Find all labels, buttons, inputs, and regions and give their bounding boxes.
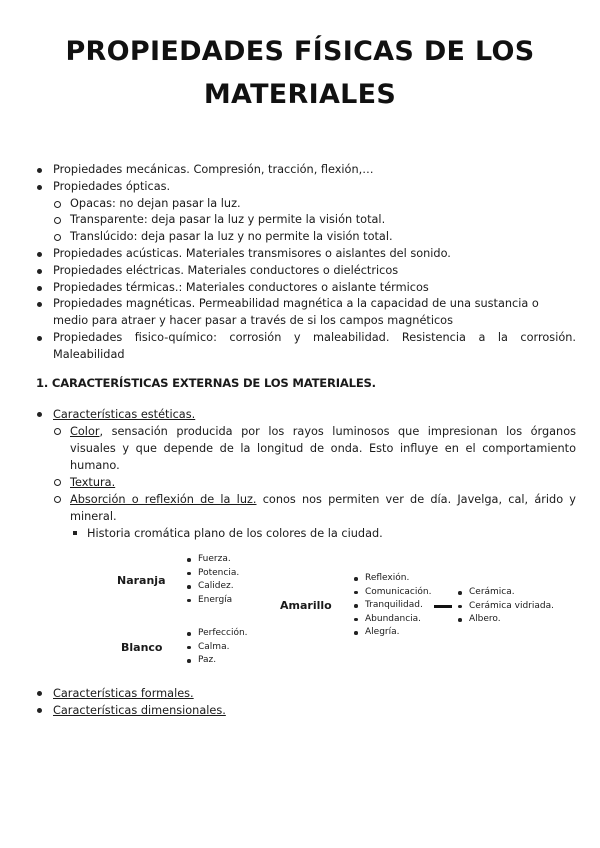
list-item: Translúcido: deja pasar la luz y no permite la visión total. <box>53 229 576 246</box>
formales-label: Características formales. <box>53 687 194 700</box>
list-item: Propiedades magnéticas. Permeabilidad magnética a la capacidad de una sustancia o medio para atraer y hacer pasar a través de si los campos magnéticos <box>36 296 576 330</box>
list-item <box>36 685 576 702</box>
list-item <box>36 179 576 246</box>
textura-term: Textura. <box>70 476 116 489</box>
page-title: PROPIEDADES FÍSICAS DE LOS MATERIALES <box>65 36 535 110</box>
list-item: Propiedades mecánicas. Compresión, tracción, flexión,… <box>36 162 576 179</box>
connector-line <box>434 605 452 608</box>
list-item: Perfección. <box>186 627 248 641</box>
blanco-list <box>186 627 248 668</box>
list-item-text: Propiedades ópticas. <box>53 179 171 193</box>
characteristics-list <box>36 406 576 542</box>
list-item: Cerámica vidriada. <box>457 600 554 614</box>
list-item: Energía <box>186 594 239 608</box>
dimensionales-label: Características dimensionales. <box>53 704 226 717</box>
list-item: Alegría. <box>353 626 431 640</box>
color-term: Color <box>70 425 100 438</box>
properties-list <box>36 162 576 364</box>
optical-sublist <box>53 196 576 246</box>
amarillo-sublist <box>457 586 554 627</box>
absorcion-text: conos nos permiten ver de día. Javelga, cal, árido y mineral. <box>70 493 576 523</box>
list-item: Paz. <box>186 654 248 668</box>
list-item <box>53 474 576 491</box>
historia-sublist <box>70 525 576 542</box>
list-item: Cerámica. <box>457 586 554 600</box>
list-item: Calidez. <box>186 580 239 594</box>
list-item: Propiedades eléctricas. Materiales conductores o dieléctricos <box>36 263 576 280</box>
list-item: Tranquilidad. <box>353 599 431 613</box>
esteticas-label: Características estéticas. <box>53 408 196 421</box>
naranja-list <box>186 553 239 607</box>
list-item: Abundancia. <box>353 613 431 627</box>
list-item: Opacas: no dejan pasar la luz. <box>53 196 576 213</box>
list-item: Transparente: deja pasar la luz y permite la visión total. <box>53 212 576 229</box>
section-heading: 1. CARACTERÍSTICAS EXTERNAS DE LOS MATERIALES. <box>36 376 376 390</box>
list-item <box>53 491 576 542</box>
color-text: , sensación producida por los rayos luminosos que impresionan los órganos visuales y que depende de la longitud de onda. Esto influye en el comportamiento humano. <box>70 425 576 472</box>
list-item: Propiedades acústicas. Materiales transmisores o aislantes del sonido. <box>36 246 576 263</box>
list-item: Fuerza. <box>186 553 239 567</box>
list-item: Reflexión. <box>353 572 431 586</box>
list-item <box>53 423 576 474</box>
list-item: Propiedades fisico-químico: corrosión y maleabilidad. Resistencia a la corrosión. Maleabilidad <box>36 330 576 364</box>
list-item <box>36 406 576 542</box>
list-item: Potencia. <box>186 567 239 581</box>
amarillo-label: Amarillo <box>280 599 332 612</box>
list-item: Comunicación. <box>353 586 431 600</box>
list-item: Propiedades térmicas.: Materiales conductores o aislante térmicos <box>36 280 576 297</box>
list-item: Historia cromática plano de los colores de la ciudad. <box>70 525 576 542</box>
list-item: Albero. <box>457 613 554 627</box>
naranja-label: Naranja <box>117 574 166 587</box>
other-characteristics <box>36 685 576 719</box>
list-item <box>36 702 576 719</box>
amarillo-list <box>353 572 431 640</box>
esteticas-sublist <box>53 423 576 542</box>
list-item: Calma. <box>186 641 248 655</box>
blanco-label: Blanco <box>121 641 163 654</box>
absorcion-term: Absorción o reflexión de la luz. <box>70 493 257 506</box>
